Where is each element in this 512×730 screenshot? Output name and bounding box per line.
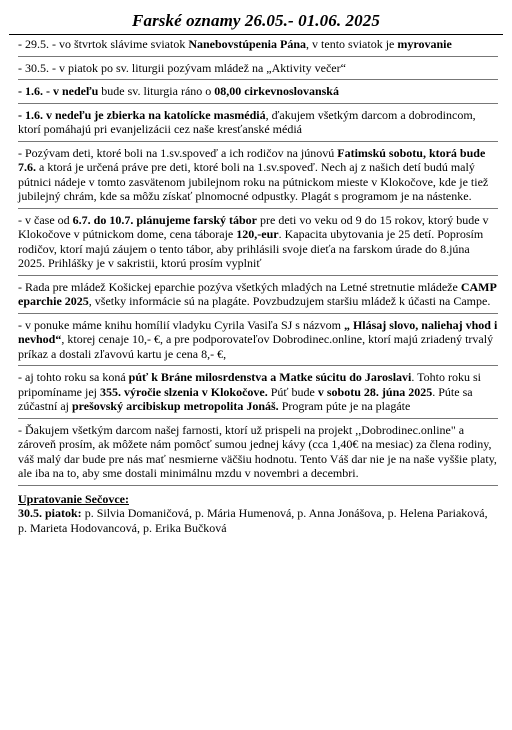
announcement-item [18, 369, 498, 419]
announcement-fragment: , ktorej cenaje 10,- €, a pre podporovateľov Dobrodinec.online, ktorí majú zriadený trvalý príkaz a dostali zľavovú kartu je cena 8,- €, [18, 332, 494, 361]
announcement-fragment: pre deti vo veku od 9 do 15 rokov, ktorý bude v Klokočove v pútnickom dome, cena táboraje [18, 212, 489, 241]
announcement-emphasis: 120,-eur [236, 227, 279, 241]
announcement-fragment: bude sv. liturgia ráno o [98, 84, 215, 98]
announcement-fragment: . Kapacita ubytovania je 25 detí. Poprosím rodičov, ktorí majú záujem o tento tábor, aby prihlásili svoje dieťa na farskom úrade do 8.júna 2025. Prihlášky je v sakristii, ktorú prosím vyplniť [18, 227, 484, 270]
announcement-emphasis: Nanebovstúpenia Pána [188, 37, 307, 51]
announcement-fragment: - v ponuke máme knihu homílií vladyku Cyrila Vasiľa SJ s názvom [18, 317, 344, 332]
announcement-fragment: - v čase od [18, 212, 73, 227]
announcement-fragment: , všetky informácie sú na plagáte. Povzbudzujem staršiu mládež k účasti na Campe. [88, 294, 491, 308]
announcement-fragment: - Ďakujem všetkým darcom našej farnosti, ktorí už prispeli na projekt ,,Dobrodinec.online" a zároveň prosím, ak môžete nám pomôcť sumou jednej kávy (cca 1,40€ na mesiac) za člena rodiny, váš malý dar bude pre nás mať nesmierne väčšiu hodnotu. Tento Váš dar nie je na naše vyššie platy, ale iba na to, aby sme dostali minimálnu mzdu v novembri a decembri. [18, 422, 497, 480]
announcement-fragment: - aj tohto roku sa koná [18, 370, 129, 384]
announcement-list [18, 36, 498, 486]
announcement-fragment: - Rada pre mládež Košickej eparchie pozýva všetkých mladých na Letné stretnutie mládeže [18, 279, 461, 294]
announcement-item [18, 317, 498, 367]
announcement-emphasis: 355. výročie slzenia v Klokočove. [99, 384, 268, 399]
announcement-emphasis: púť k Bráne milosrdenstva a Matke súcitu do Jaroslavi [128, 370, 412, 384]
announcement-item [18, 107, 498, 142]
announcement-fragment: a ktorá je určená práve pre deti, ktoré boli na 1.sv.spoveď. Nech aj z našich detí budú malý pútnici nádeje v tomto zasvätenom jubilejnom roku na pútnickom mieste v Klokočove, kde je tiež jubilejný chrám, kde sa môžu získať plnomocné odpustky. Plagát s programom je na nástenke. [18, 160, 489, 203]
announcement-item [18, 145, 498, 209]
announcement-item [18, 422, 498, 486]
announcement-text [18, 213, 498, 271]
announcement-text [18, 423, 498, 481]
announcement-emphasis: Fatimskú sobotu, ktorá bude 7.6. [18, 145, 486, 174]
announcement-emphasis: 6.7. do 10.7. plánujeme farský tábor [72, 212, 257, 227]
announcement-emphasis: - 1.6. v nedeľu je zbierka na katolícke masmédiá [18, 107, 266, 122]
announcement-emphasis: myrovanie [397, 37, 452, 51]
cleaning-schedule [18, 492, 498, 536]
announcement-text [18, 61, 498, 76]
announcement-text [18, 318, 498, 362]
announcement-fragment: . Púte sa zúčastní aj [18, 384, 473, 413]
announcement-emphasis: prešovský arcibiskup metropolita Jonáš. [71, 399, 279, 413]
announcement-emphasis: v sobotu 28. júna 2025 [317, 384, 433, 399]
announcement-text [18, 108, 498, 137]
announcement-fragment: - Pozývam deti, ktoré boli na 1.sv.spoveď a ich rodičov na júnovú [18, 145, 338, 160]
announcement-fragment: , v tento sviatok je [306, 37, 398, 51]
announcement-text [18, 84, 498, 99]
announcement-fragment: , ďakujem všetkým darcom a dobrodincom, ktorí pomáhajú pri evanjelizácii cez naše kresťanské médiá [18, 107, 476, 136]
announcement-fragment: Púť bude [267, 384, 318, 399]
announcement-item [18, 279, 498, 314]
announcement-fragment: Program púte je na plagáte [278, 399, 411, 413]
announcement-text [18, 37, 498, 52]
page-title: Farské oznamy 26.05.- 01.06. 2025 [132, 11, 380, 30]
announcement-fragment: - 30.5. - v piatok po sv. liturgii pozývam mládež na „Aktivity večer“ [18, 60, 346, 75]
announcement-emphasis: - 1.6. - v nedeľu [18, 84, 99, 98]
announcement-fragment: . Tohto roku si pripomíname jej [18, 370, 481, 399]
cleaning-entry [18, 506, 498, 535]
announcement-fragment: - 29.5. - vo štvrtok slávime sviatok [18, 37, 189, 51]
announcement-text [18, 370, 498, 414]
announcement-emphasis: CAMP eparchie 2025 [18, 279, 497, 308]
cleaning-names: p. Silvia Domaničová, p. Mária Humenová, p. Anna Jonášova, p. Helena Pariaková, p. Marieta Hodovancová, p. Erika Bučková [18, 506, 488, 535]
announcement-item [18, 36, 498, 57]
announcement-item [18, 60, 498, 81]
cleaning-heading: Upratovanie Sečovce: [18, 491, 129, 506]
cleaning-day: 30.5. piatok: [18, 506, 82, 520]
announcement-emphasis: „ Hlásaj slovo, naliehaj vhod i nevhod“ [18, 317, 498, 346]
announcement-item [18, 212, 498, 276]
title-divider [9, 34, 503, 35]
announcement-item [18, 83, 498, 104]
announcement-text [18, 146, 498, 204]
announcement-emphasis: 08,00 cirkevnoslovanská [214, 84, 339, 98]
announcement-text [18, 280, 498, 309]
